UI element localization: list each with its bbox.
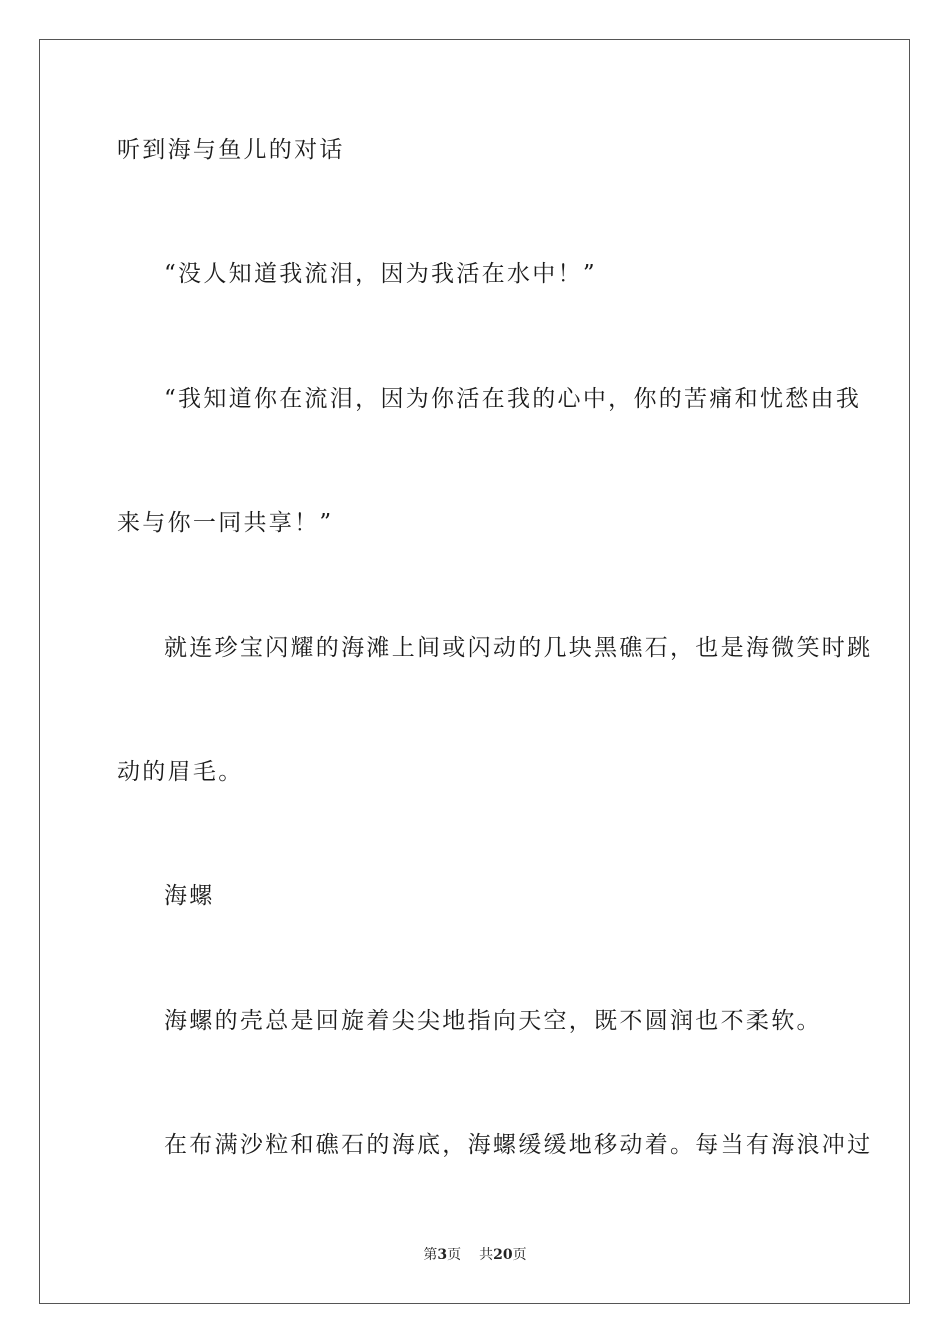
text-line-3: “我知道你在流泪，因为你活在我的心中，你的苦痛和忧愁由我 [164, 386, 862, 412]
footer-total-prefix: 共 [479, 1247, 494, 1263]
text-line-2: “没人知道我流泪，因为我活在水中！” [164, 261, 597, 287]
text-line-9: 在布满沙粒和礁石的海底，海螺缓缓地移动着。每当有海浪冲过 [164, 1132, 873, 1158]
text-line-6: 动的眉毛。 [117, 759, 244, 785]
page-footer [0, 1246, 950, 1264]
footer-total-pages: 20 [493, 1247, 513, 1263]
text-line-4: 来与你一同共享！” [117, 510, 334, 536]
footer-total-suffix: 页 [512, 1247, 527, 1263]
page-border [39, 39, 910, 1304]
text-line-5: 就连珍宝闪耀的海滩上间或闪动的几块黑礁石，也是海微笑时跳 [164, 635, 873, 661]
section-heading: 海螺 [164, 883, 215, 909]
footer-page-suffix: 页 [447, 1247, 462, 1263]
footer-page-prefix: 第 [423, 1247, 438, 1263]
footer-page-number: 3 [437, 1247, 448, 1263]
text-line-8: 海螺的壳总是回旋着尖尖地指向天空，既不圆润也不柔软。 [164, 1008, 822, 1034]
text-line-1: 听到海与鱼儿的对话 [117, 137, 345, 163]
